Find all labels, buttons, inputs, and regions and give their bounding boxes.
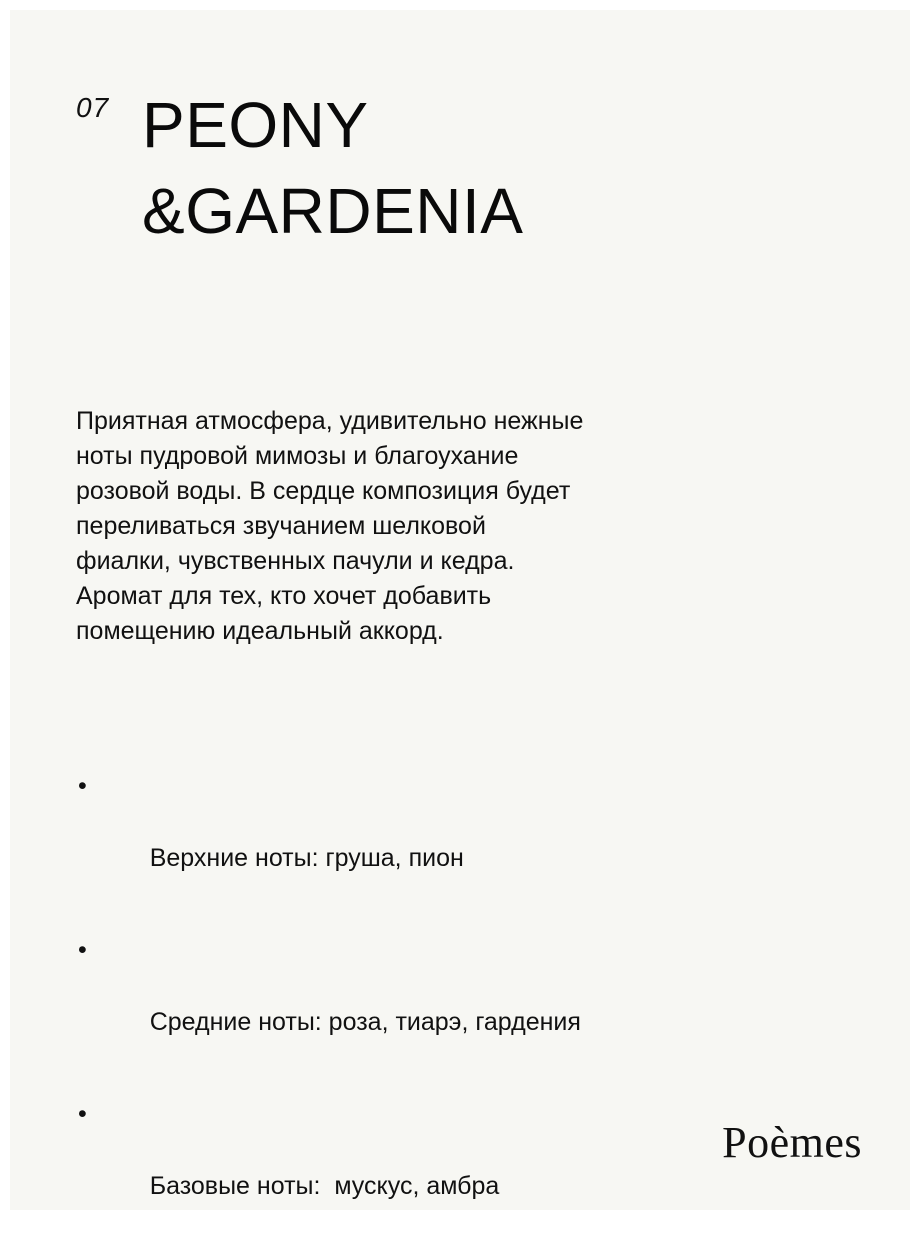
product-description bbox=[76, 404, 716, 649]
description-line: переливаться звучанием шелковой bbox=[76, 512, 486, 540]
description-line: розовой воды. В сердце композиция будет bbox=[76, 477, 571, 505]
product-title-line-2: &GARDENIA bbox=[142, 175, 524, 247]
product-number: 07 bbox=[76, 92, 110, 123]
description-line: ноты пудровой мимозы и благоухание bbox=[76, 442, 519, 470]
brand-logo: Poèmes bbox=[722, 1118, 862, 1167]
description-line: Приятная атмосфера, удивительно нежные bbox=[76, 407, 584, 435]
product-card bbox=[10, 10, 910, 1210]
bullet-icon: • bbox=[78, 1100, 87, 1128]
top-notes-item bbox=[76, 768, 581, 912]
middle-notes-item bbox=[76, 932, 581, 1076]
fragrance-notes-list bbox=[76, 768, 581, 1260]
base-notes-text: Базовые ноты: мускус, амбра bbox=[149, 1172, 500, 1200]
bullet-icon: • bbox=[78, 936, 87, 964]
description-line: Аромат для тех, кто хочет добавить bbox=[76, 582, 492, 610]
top-notes-text: Верхние ноты: груша, пион bbox=[149, 844, 464, 872]
description-line: фиалки, чувственных пачули и кедра. bbox=[76, 547, 515, 575]
base-notes-item bbox=[76, 1096, 581, 1240]
description-line: помещению идеальный аккорд. bbox=[76, 617, 444, 645]
product-title bbox=[142, 82, 523, 254]
product-title-line-1: PEONY bbox=[142, 89, 369, 161]
bullet-icon: • bbox=[78, 772, 87, 800]
middle-notes-text: Средние ноты: роза, тиарэ, гардения bbox=[149, 1008, 581, 1036]
